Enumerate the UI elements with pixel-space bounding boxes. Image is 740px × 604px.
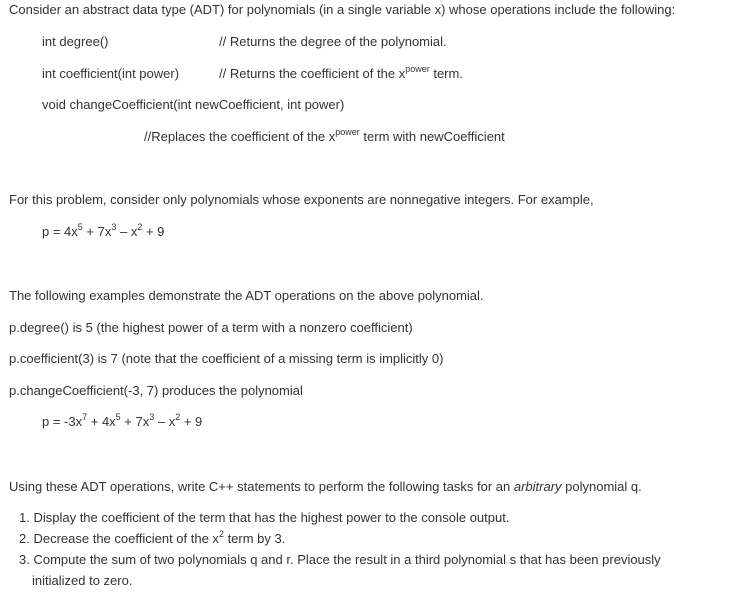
problem-text: For this problem, consider only polynomials whose exponents are nonnegative integers. For example, <box>9 192 594 207</box>
example-degree: p.degree() is 5 (the highest power of a term with a nonzero coefficient) <box>9 320 413 335</box>
example-coefficient: p.coefficient(3) is 7 (note that the coefficient of a missing term is implicitly 0) <box>9 351 444 366</box>
coefficient-signature: int coefficient(int power) <box>42 66 180 81</box>
degree-signature: int degree() <box>42 34 109 49</box>
change-coefficient-signature: void changeCoefficient(int newCoefficient, int power) <box>42 97 345 112</box>
examples-intro: The following examples demonstrate the ADT operations on the above polynomial. <box>9 288 484 303</box>
task-3-continued: initialized to zero. <box>32 573 133 588</box>
polynomial-result: $p = -3x^7 + 4x^5 + 7x^3 - x^2 + 9$ <box>42 412 203 429</box>
task-2: 2. Decrease the coefficient of the $x^2$ term by 3. <box>19 529 286 546</box>
change-coefficient-comment: //Replaces the coefficient of the $x^{power}$ term with newCoefficient <box>144 127 505 144</box>
polynomial-example: $p = 4x^5 + 7x^3 - x^2 + 9$ <box>42 222 165 239</box>
degree-comment: // Returns the degree of the polynomial. <box>219 34 447 49</box>
task-3: 3. Compute the sum of two polynomials q and r. Place the result in a third polynomial s that has been previously <box>19 552 661 567</box>
tasks-intro: Using these ADT operations, write C++ statements to perform the following tasks for an arbitrary polynomial q. <box>9 479 642 494</box>
coefficient-comment: // Returns the coefficient of the $x^{power}$ term. <box>219 64 463 81</box>
task-1: 1. Display the coefficient of the term that has the highest power to the console output. <box>19 510 510 525</box>
intro-text: Consider an abstract data type (ADT) for polynomials (in a single variable x) whose operations include the following: <box>9 2 676 17</box>
example-change-coefficient: p.changeCoefficient(-3, 7) produces the polynomial <box>9 383 303 398</box>
